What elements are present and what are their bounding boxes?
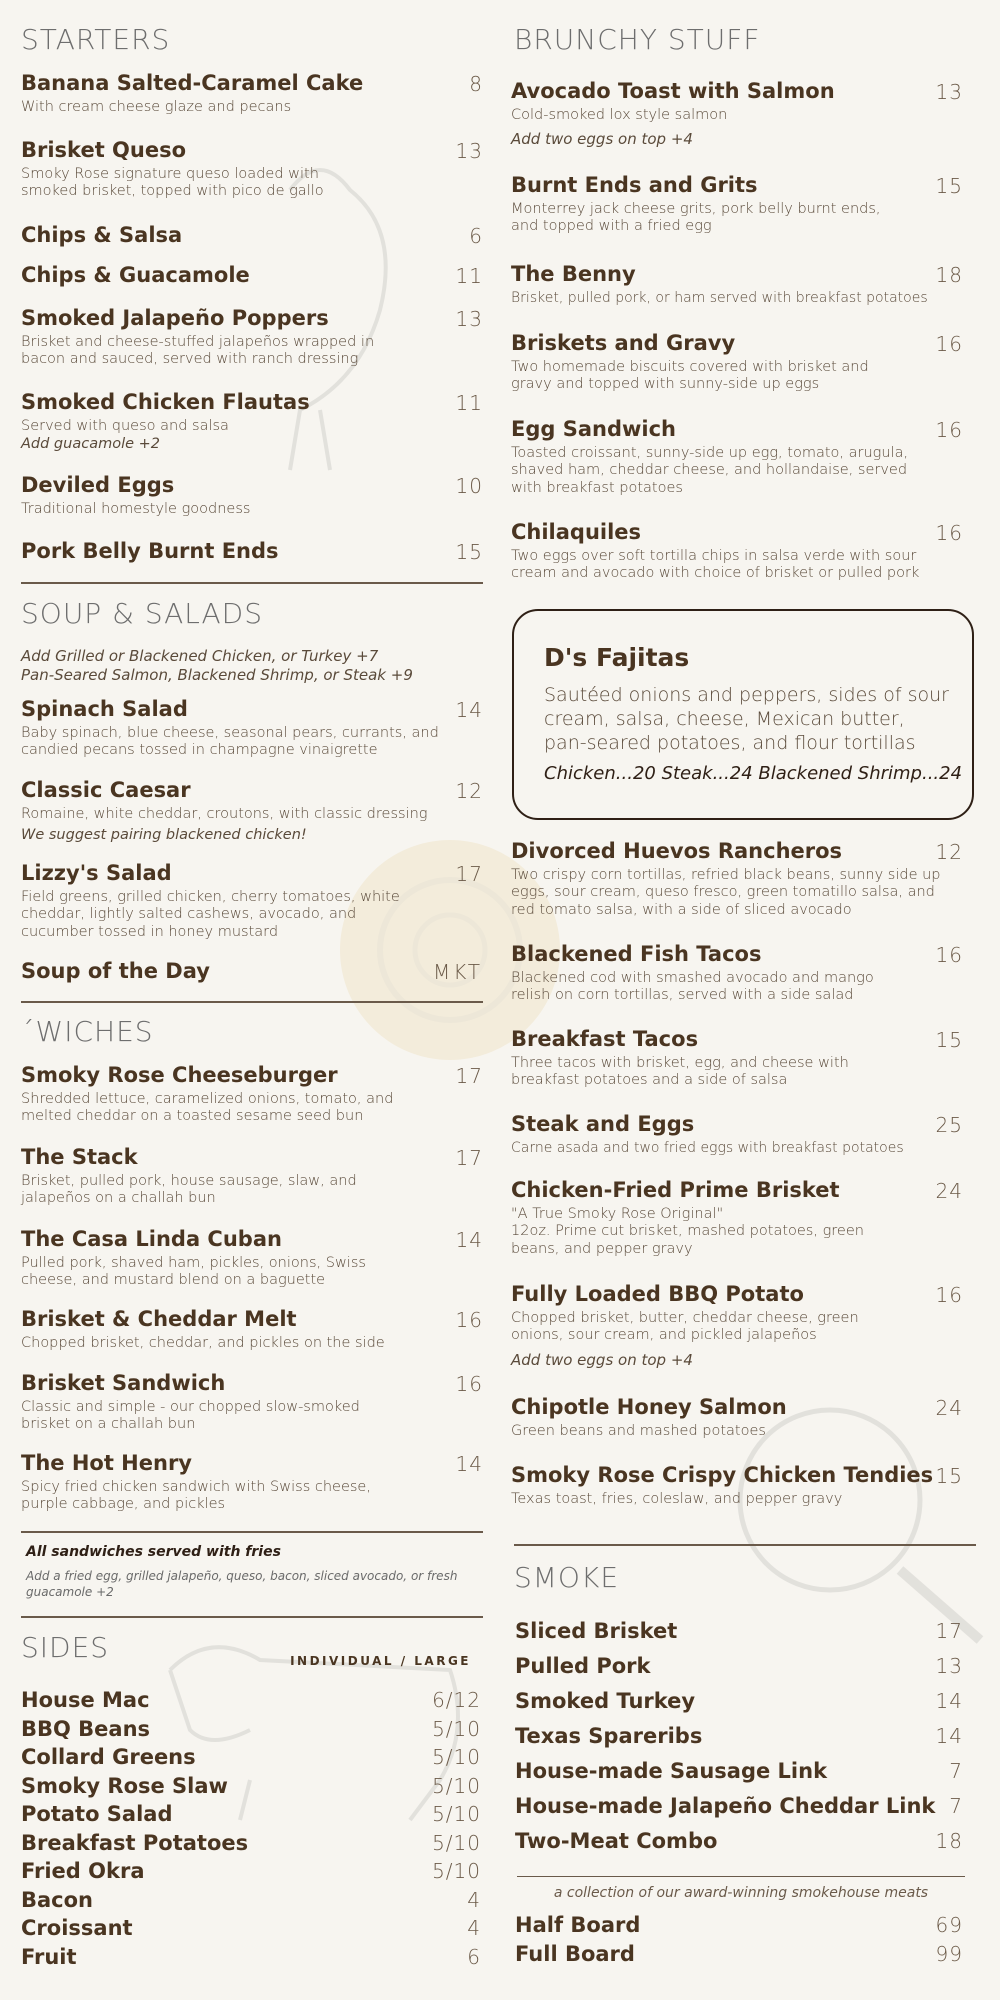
section-divider bbox=[21, 1531, 483, 1533]
item-price: MKT bbox=[432, 960, 483, 984]
item-price: 7 bbox=[949, 1759, 963, 1783]
item-note: Add guacamole +2 bbox=[21, 436, 161, 453]
item-desc: Three tacos with brisket, egg, and cheese with breakfast potatoes and a side of salsa bbox=[511, 1055, 849, 1089]
side-item bbox=[21, 1830, 481, 1862]
item-name: Smoky Rose Crispy Chicken Tendies bbox=[511, 1463, 934, 1487]
item-desc: With cream cheese glaze and pecans bbox=[21, 99, 292, 116]
item-price: 17 bbox=[455, 1146, 483, 1170]
item-name: Spinach Salad bbox=[21, 697, 188, 721]
starter-item bbox=[21, 139, 483, 201]
item-name: Smoked Turkey bbox=[515, 1689, 696, 1713]
item-price: 16 bbox=[935, 521, 963, 545]
item-price: 8 bbox=[469, 72, 483, 96]
item-name: Pulled Pork bbox=[515, 1654, 651, 1678]
sandwich-item bbox=[21, 1452, 483, 1514]
side-item bbox=[21, 1773, 481, 1805]
item-desc: Brisket, pulled pork, house sausage, slaw, and jalapeños on a challah bun bbox=[21, 1173, 357, 1207]
item-price: 4 bbox=[467, 1887, 481, 1912]
side-item bbox=[21, 1804, 481, 1833]
item-name: The Hot Henry bbox=[21, 1451, 192, 1475]
item-price: 24 bbox=[935, 1396, 963, 1420]
brunch-item bbox=[511, 840, 963, 919]
item-price: 15 bbox=[455, 540, 483, 564]
sandwich-addons: Add a fried egg, grilled jalapeño, queso, bacon, sliced avocado, or fresh guacamole +2 bbox=[26, 1569, 458, 1600]
item-price: 5/10 bbox=[432, 1802, 481, 1826]
item-name: Soup of the Day bbox=[21, 959, 210, 983]
item-name: House Mac bbox=[21, 1688, 150, 1712]
item-name: Burnt Ends and Grits bbox=[511, 173, 758, 197]
item-price: 18 bbox=[935, 1829, 963, 1853]
item-price: 11 bbox=[455, 391, 483, 415]
item-price: 16 bbox=[455, 1308, 483, 1332]
section-divider bbox=[21, 1001, 483, 1003]
addons-line: Add Grilled or Blackened Chicken, or Turkey +7 bbox=[21, 647, 379, 665]
item-name: Potato Salad bbox=[21, 1802, 173, 1826]
smoke-item bbox=[515, 1831, 963, 1866]
item-desc: "A True Smoky Rose Original" bbox=[511, 1206, 724, 1223]
brunch-item bbox=[511, 1028, 963, 1090]
item-price: 15 bbox=[935, 1028, 963, 1052]
item-desc: Field greens, grilled chicken, cherry tomatoes, white cheddar, lightly salted cashews, avocado, and cucumber tossed in honey mustard bbox=[21, 889, 400, 940]
fajitas-title: D's Fajitas bbox=[544, 643, 690, 672]
fajitas-prices: Chicken...20 Steak...24 Blackened Shrimp...24 bbox=[544, 763, 963, 784]
item-name: Fully Loaded BBQ Potato bbox=[511, 1282, 804, 1306]
item-note: Add two eggs on top +4 bbox=[511, 1350, 693, 1369]
brunch-item bbox=[511, 1283, 963, 1369]
item-price: 69 bbox=[935, 1913, 963, 1937]
salad-item bbox=[21, 779, 483, 843]
item-price: 13 bbox=[935, 80, 963, 104]
brunch-item bbox=[511, 943, 963, 1005]
item-desc: Blackened cod with smashed avocado and mango relish on corn tortillas, served with a side salad bbox=[511, 970, 874, 1004]
item-price: 16 bbox=[455, 1372, 483, 1396]
smoke-item bbox=[515, 1621, 963, 1656]
item-price: 5/10 bbox=[432, 1745, 481, 1769]
item-price: 13 bbox=[935, 1654, 963, 1678]
item-price: 14 bbox=[455, 1228, 483, 1252]
side-item bbox=[21, 1887, 481, 1919]
sandwich-item bbox=[21, 1372, 483, 1434]
item-desc: Brisket and cheese-stuffed jalapeños wrapped in bacon and sauced, served with ranch dressing bbox=[21, 334, 375, 368]
item-price: 4 bbox=[467, 1916, 481, 1940]
brunch-item bbox=[511, 1464, 963, 1508]
item-name: Full Board bbox=[515, 1942, 635, 1966]
starter-item bbox=[21, 474, 483, 518]
item-name: The Stack bbox=[21, 1145, 138, 1169]
item-price: 14 bbox=[935, 1689, 963, 1713]
starter-item bbox=[21, 224, 483, 247]
fajitas-box bbox=[512, 609, 974, 820]
item-name: Breakfast Potatoes bbox=[21, 1830, 249, 1855]
sandwich-item bbox=[21, 1064, 483, 1126]
side-item bbox=[21, 1690, 481, 1719]
section-divider bbox=[21, 1616, 483, 1618]
brunch-item bbox=[511, 332, 963, 394]
item-price: 14 bbox=[455, 698, 483, 722]
item-desc: Carne asada and two fried eggs with breakfast potatoes bbox=[511, 1140, 904, 1157]
starter-item bbox=[21, 307, 483, 369]
item-price: 17 bbox=[455, 862, 483, 886]
item-name: Blackened Fish Tacos bbox=[511, 942, 762, 966]
item-name: Chicken-Fried Prime Brisket bbox=[511, 1178, 840, 1202]
soups-title: SOUP & SALADS bbox=[21, 597, 264, 630]
sides-list bbox=[21, 1690, 481, 1975]
item-name: Collard Greens bbox=[21, 1745, 196, 1769]
side-item bbox=[21, 1861, 481, 1890]
starters-title: STARTERS bbox=[21, 23, 171, 56]
sandwich-item bbox=[21, 1308, 483, 1352]
item-price: 6 bbox=[467, 1944, 481, 1969]
item-name: Chips & Guacamole bbox=[21, 263, 250, 287]
item-name: Classic Caesar bbox=[21, 778, 191, 802]
board-item bbox=[515, 1915, 963, 1944]
fajitas-desc: Sautéed onions and peppers, sides of sour cream, salsa, cheese, Mexican butter, pan-seared potatoes, and flour tortillas bbox=[544, 684, 949, 755]
item-price: 6 bbox=[469, 224, 483, 248]
item-name: Sliced Brisket bbox=[515, 1619, 678, 1643]
sides-subheader: INDIVIDUAL / LARGE bbox=[290, 1654, 471, 1668]
item-price: 17 bbox=[455, 1064, 483, 1088]
item-price: 5/10 bbox=[432, 1830, 481, 1855]
item-price: 16 bbox=[935, 418, 963, 442]
item-name: The Casa Linda Cuban bbox=[21, 1227, 282, 1251]
item-desc: Two homemade biscuits covered with brisket and gravy and topped with sunny-side up eggs bbox=[511, 359, 869, 393]
item-name: Fried Okra bbox=[21, 1859, 145, 1883]
item-price: 5/10 bbox=[432, 1716, 481, 1741]
item-desc: Baby spinach, blue cheese, seasonal pears, currants, and candied pecans tossed in champagne vinaigrette bbox=[21, 725, 439, 759]
smoke-list bbox=[515, 1621, 963, 1866]
item-price: 12 bbox=[455, 779, 483, 803]
item-name: Smoked Jalapeño Poppers bbox=[21, 306, 329, 330]
brunch-item bbox=[511, 1396, 963, 1440]
item-price: 25 bbox=[935, 1113, 963, 1137]
item-price: 18 bbox=[935, 263, 963, 287]
item-name: Croissant bbox=[21, 1916, 133, 1940]
starter-item bbox=[21, 540, 483, 563]
item-name: Breakfast Tacos bbox=[511, 1027, 699, 1051]
item-name: House-made Sausage Link bbox=[515, 1759, 828, 1783]
item-price: 14 bbox=[935, 1724, 963, 1748]
item-desc: Traditional homestyle goodness bbox=[21, 501, 251, 518]
brunch-item bbox=[511, 263, 963, 307]
side-item bbox=[21, 1747, 481, 1776]
item-name: Smoked Chicken Flautas bbox=[21, 390, 310, 414]
item-name: Egg Sandwich bbox=[511, 417, 676, 441]
item-name: Briskets and Gravy bbox=[511, 331, 736, 355]
smoke-item bbox=[515, 1691, 963, 1726]
item-price: 16 bbox=[935, 1283, 963, 1307]
salad-item bbox=[21, 862, 483, 941]
item-name: Deviled Eggs bbox=[21, 473, 175, 497]
item-price: 5/10 bbox=[432, 1859, 481, 1883]
item-price: 13 bbox=[455, 139, 483, 163]
item-name: Two-Meat Combo bbox=[515, 1829, 718, 1853]
soups-addons bbox=[21, 647, 483, 685]
item-price: 6/12 bbox=[432, 1688, 481, 1712]
side-item bbox=[21, 1918, 481, 1947]
item-price: 10 bbox=[455, 474, 483, 498]
addons-line: Pan-Seared Salmon, Blackened Shrimp, or Steak +9 bbox=[21, 665, 413, 684]
item-desc: Green beans and mashed potatoes bbox=[511, 1423, 766, 1440]
section-divider bbox=[21, 582, 483, 584]
item-price: 14 bbox=[455, 1452, 483, 1476]
item-price: 16 bbox=[935, 332, 963, 356]
item-name: House-made Jalapeño Cheddar Link bbox=[515, 1794, 936, 1818]
smoke-title: SMOKE bbox=[514, 1561, 620, 1594]
section-divider bbox=[514, 1544, 976, 1546]
item-name: Brisket Queso bbox=[21, 138, 187, 162]
item-name: Chilaquiles bbox=[511, 520, 642, 544]
starter-item bbox=[21, 72, 483, 116]
item-name: Avocado Toast with Salmon bbox=[511, 79, 835, 103]
smoke-item bbox=[515, 1796, 963, 1831]
salad-item bbox=[21, 960, 483, 983]
item-price: 24 bbox=[935, 1179, 963, 1203]
item-name: Fruit bbox=[21, 1944, 77, 1969]
collection-note: a collection of our award-winning smokehouse meats bbox=[553, 1885, 929, 1901]
boards-list bbox=[515, 1915, 963, 1973]
item-note: Add two eggs on top +4 bbox=[511, 130, 693, 149]
item-desc: Brisket, pulled pork, or ham served with breakfast potatoes bbox=[511, 290, 928, 307]
item-desc: Two crispy corn tortillas, refried black beans, sunny side up eggs, sour cream, queso fresco, green tomatillo salsa, and red tomato salsa, with a side of sliced avocado bbox=[511, 867, 941, 918]
sides-title: SIDES bbox=[21, 1631, 110, 1664]
brunchy-title: BRUNCHY STUFF bbox=[514, 23, 761, 56]
brunch-item bbox=[511, 1113, 963, 1157]
item-price: 11 bbox=[455, 264, 483, 288]
item-name: Steak and Eggs bbox=[511, 1112, 695, 1136]
item-desc: Monterrey jack cheese grits, pork belly burnt ends, and topped with a fried egg bbox=[511, 201, 881, 235]
item-name: Half Board bbox=[515, 1913, 641, 1937]
sandwich-item bbox=[21, 1228, 483, 1290]
item-note: We suggest pairing blackened chicken! bbox=[21, 827, 307, 844]
item-desc: Shredded lettuce, caramelized onions, tomato, and melted cheddar on a toasted sesame seed bun bbox=[21, 1091, 394, 1125]
smoke-item bbox=[515, 1656, 963, 1691]
item-name: Texas Spareribs bbox=[515, 1724, 703, 1748]
sandwich-item bbox=[21, 1146, 483, 1208]
item-desc: Texas toast, fries, coleslaw, and pepper gravy bbox=[511, 1491, 843, 1508]
item-price: 15 bbox=[935, 1464, 963, 1488]
sandwich-footnote: All sandwiches served with fries bbox=[26, 1544, 281, 1560]
item-desc: Chopped brisket, butter, cheddar cheese, green onions, sour cream, and pickled jalapeños bbox=[511, 1310, 859, 1344]
item-name: Brisket Sandwich bbox=[21, 1371, 226, 1395]
item-name: Smoky Rose Cheeseburger bbox=[21, 1063, 338, 1087]
item-name: Divorced Huevos Rancheros bbox=[511, 839, 843, 863]
smoke-item bbox=[515, 1726, 963, 1761]
item-name: Pork Belly Burnt Ends bbox=[21, 539, 279, 563]
brunch-item bbox=[511, 1179, 963, 1258]
starter-item bbox=[21, 391, 483, 454]
item-desc-detail: 12oz. Prime cut brisket, mashed potatoes, green beans, and pepper gravy bbox=[511, 1223, 864, 1257]
item-name: BBQ Beans bbox=[21, 1716, 151, 1741]
item-price: 15 bbox=[935, 174, 963, 198]
item-desc: Pulled pork, shaved ham, pickles, onions, Swiss cheese, and mustard blend on a baguette bbox=[21, 1255, 366, 1289]
item-desc: Two eggs over soft tortilla chips in salsa verde with sour cream and avocado with choice of brisket or pulled pork bbox=[511, 548, 920, 582]
brunch-item bbox=[511, 418, 963, 497]
item-desc: Smoky Rose signature queso loaded with smoked brisket, topped with pico de gallo bbox=[21, 166, 324, 200]
side-item bbox=[21, 1716, 481, 1748]
item-price: 16 bbox=[935, 943, 963, 967]
brunch-item bbox=[511, 521, 963, 583]
section-divider bbox=[517, 1876, 965, 1877]
item-desc: Cold-smoked lox style salmon bbox=[511, 107, 728, 124]
item-price: 5/10 bbox=[432, 1773, 481, 1798]
item-name: The Benny bbox=[511, 262, 636, 286]
item-name: Banana Salted-Caramel Cake bbox=[21, 71, 364, 95]
brunch-item bbox=[511, 174, 963, 236]
wiches-title: ´WICHES bbox=[21, 1015, 154, 1048]
item-name: Smoky Rose Slaw bbox=[21, 1773, 228, 1798]
side-item bbox=[21, 1944, 481, 1976]
starter-item bbox=[21, 264, 483, 287]
item-price: 7 bbox=[949, 1794, 963, 1818]
item-name: Brisket & Cheddar Melt bbox=[21, 1307, 297, 1331]
item-desc: Toasted croissant, sunny-side up egg, tomato, arugula, shaved ham, cheddar cheese, and hollandaise, served with breakfast potatoes bbox=[511, 445, 909, 496]
item-desc: Spicy fried chicken sandwich with Swiss cheese, purple cabbage, and pickles bbox=[21, 1479, 371, 1513]
item-price: 13 bbox=[455, 307, 483, 331]
item-name: Bacon bbox=[21, 1887, 94, 1912]
smoke-item bbox=[515, 1761, 963, 1796]
salad-item bbox=[21, 698, 483, 760]
item-price: 17 bbox=[935, 1619, 963, 1643]
item-desc: Served with queso and salsa bbox=[21, 418, 229, 435]
board-item bbox=[515, 1944, 963, 1973]
item-desc: Chopped brisket, cheddar, and pickles on the side bbox=[21, 1335, 385, 1352]
item-desc: Romaine, white cheddar, croutons, with classic dressing bbox=[21, 806, 428, 823]
item-desc: Classic and simple - our chopped slow-smoked brisket on a challah bun bbox=[21, 1399, 360, 1433]
item-price: 12 bbox=[935, 840, 963, 864]
item-name: Chipotle Honey Salmon bbox=[511, 1395, 787, 1419]
item-name: Chips & Salsa bbox=[21, 223, 183, 247]
brunch-item bbox=[511, 80, 963, 148]
item-name: Lizzy's Salad bbox=[21, 861, 172, 885]
item-price: 99 bbox=[935, 1942, 963, 1966]
